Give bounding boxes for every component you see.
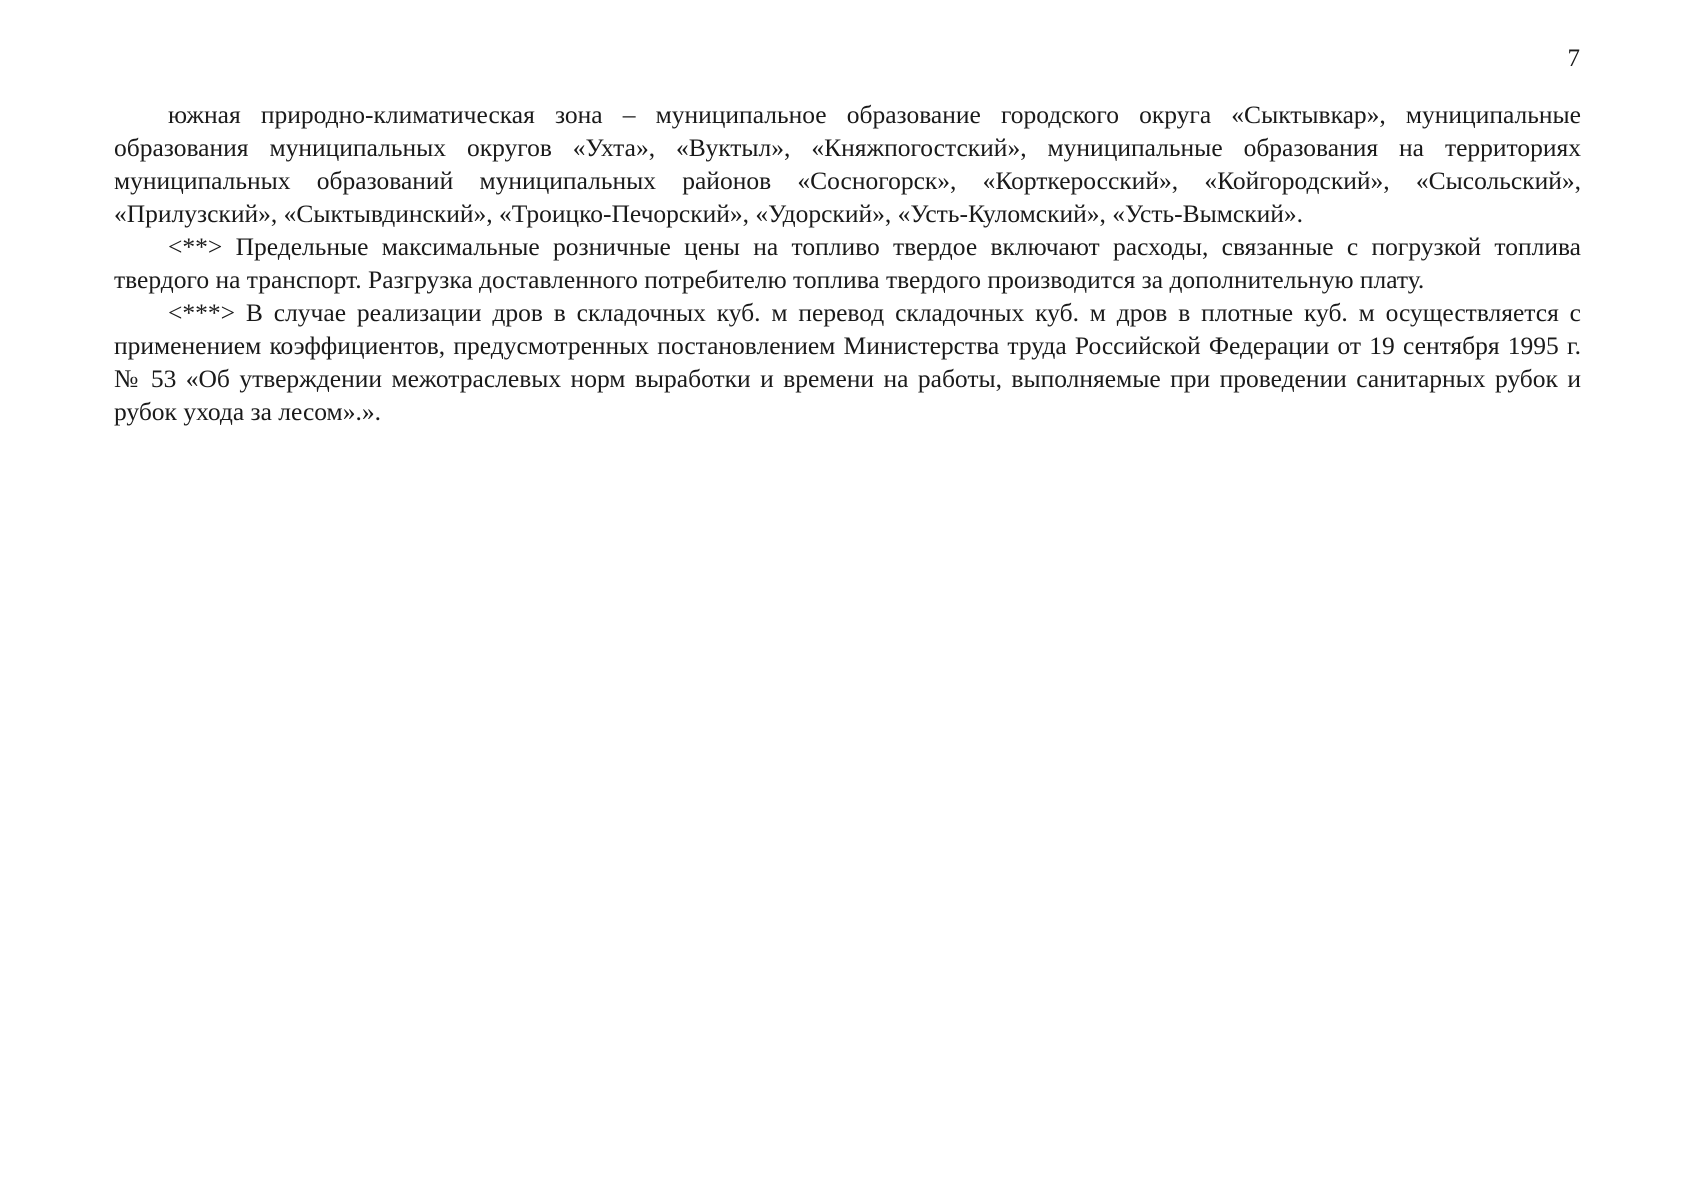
footnote-triple-asterisk: <***> В случае реализации дров в складочных куб. м перевод складочных куб. м дров в плотные куб. м осуществляется с применением коэффициентов, предусмотренных постановлением Министерства труда Российской Федерации от 19 сентября 1995 г. № 53 «Об утверждении межотраслевых норм выработки и времени на работы, выполняемые при проведении санитарных рубок и рубок ухода за лесом».». <box>114 298 1581 426</box>
document-body <box>114 98 1581 428</box>
page-number: 7 <box>1567 45 1580 72</box>
paragraph-southern-climate-zone: южная природно-климатическая зона – муниципальное образование городского округа «Сыктывкар», муниципальные образования муниципальных округов «Ухта», «Вуктыл», «Княжпогостский», муниципальные образования на территориях муниципальных образований муниципальных районов «Сосногорск», «Корткеросский», «Койгородский», «Сысольский», «Прилузский», «Сыктывдинский», «Троицко-Печорский», «Удорский», «Усть-Куломский», «Усть-Вымский». <box>114 100 1581 228</box>
footnote-double-asterisk: <**> Предельные максимальные розничные цены на топливо твердое включают расходы, связанные с погрузкой топлива твердого на транспорт. Разгрузка доставленного потребителю топлива твердого производится за дополнительную плату. <box>114 232 1581 294</box>
